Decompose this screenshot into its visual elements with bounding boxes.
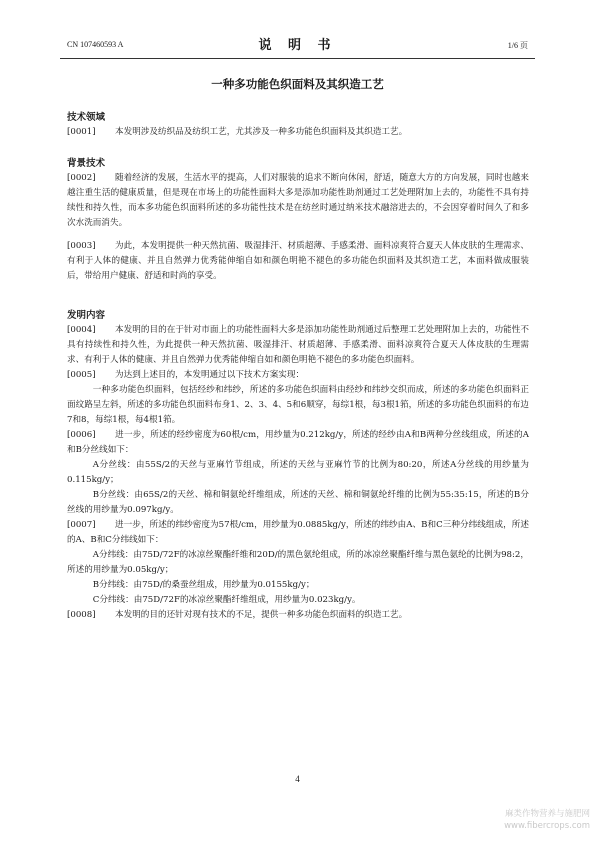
paragraph-0006-a: A分丝线：由55S/2的天丝与亚麻竹节组成，所述的天丝与亚麻竹节的比例为80:20，所述A分丝线的用纱量为0.115kg/y；	[67, 460, 529, 485]
paragraph-0008	[67, 608, 529, 623]
paragraph-index: [0008]	[67, 610, 96, 620]
watermark-line-url: www.fibercrops.com	[504, 821, 590, 831]
heading-invention: 发明内容	[67, 310, 106, 321]
paragraph-text: 为达到上述目的，本发明通过以下技术方案实现：	[115, 370, 305, 380]
heading-tech-field: 技术领域	[67, 112, 106, 123]
document-title: 一种多功能色织面料及其织造工艺	[211, 77, 384, 91]
paragraph-0002	[67, 171, 529, 231]
section-title: 说 明 书	[258, 38, 337, 53]
paragraph-index: [0004]	[67, 325, 96, 335]
paragraph-text: 本发明的目的在于针对市面上的功能性面料大多是添加功能性助剂通过后整理工艺处理附加上去的，功能性不具有持续性和持久性，为此提供一种天然抗菌、吸湿排汗、材质超薄、手感柔滑、面料凉爽符合夏天人体皮肤的生理需求、有利于人体的健康、并且自然弹力优秀能伸缩自如和颜色明艳不褪色的多功能色织面料。	[67, 325, 529, 365]
paragraph-0004	[67, 323, 529, 368]
watermark	[462, 808, 590, 832]
paragraph-text: 进一步，所述的经纱密度为60根/cm，用纱量为0.212kg/y，所述的经纱由A和B两种分丝线组成，所述的A和B分丝线如下：	[67, 430, 529, 455]
paragraph-0007	[67, 518, 529, 548]
paragraph-0007-a: A分纬线：由75D/72F的冰凉丝聚酯纤维和20D/的黑色氨纶组成，所的冰凉丝聚酯纤维与黑色氨纶的比例为98:2，所述的用纱量为0.05kg/y；	[67, 550, 529, 575]
document-body	[67, 110, 529, 623]
watermark-line-cn: 麻类作物营养与施肥网	[504, 809, 590, 819]
paragraph-text: 本发明涉及纺织品及纺织工艺，尤其涉及一种多功能色织面料及其织造工艺。	[115, 127, 408, 137]
paragraph-text: 为此，本发明提供一种天然抗菌、吸湿排汗、材质超薄、手感柔滑、面料凉爽符合夏天人体皮肤的生理需求、有利于人体的健康、并且自然弹力优秀能伸缩自如和颜色明艳不褪色的多功能色织面料及其织造工艺，本面料做成服装后，带给用户健康、舒适和时尚的享受。	[67, 241, 529, 281]
paragraph-0007-b: B分纬线：由75D/的桑蚕丝组成，用纱量为0.0155kg/y；	[92, 580, 315, 590]
paragraph-0001	[67, 125, 529, 140]
paragraph-text: 随着经济的发展，生活水平的提高，人们对服装的追求不断向休闲，舒适，随意大方的方向发展，同时也越来越注重生活的健康质量，但是现在市场上的功能性面料大多是添加功能性助剂通过工艺处理附加上去的，功能性不具有持续性和持久性，而本多功能色织面料所述的多功能性技术是在纺丝时通过纳米技术融溶进去的，不会因穿着时间久了和多次水洗而消失。	[67, 173, 529, 228]
paragraph-index: [0007]	[67, 520, 96, 530]
paragraph-index: [0001]	[67, 127, 96, 137]
paragraph-index: [0002]	[67, 173, 96, 183]
page-indicator: 1/6 页	[507, 41, 528, 50]
paragraph-0005-body: 一种多功能色织面料，包括经纱和纬纱，所述的多功能色织面料由经纱和纬纱交织而成，所述的多功能色织面料正面纹路呈左斜，所述的多功能色织面料布身1、2、3、4、5和6顺穿，每综1根，每3根1筘，所述的多功能色织面料的布边7和8，每综1根，每4根1筘。	[67, 385, 529, 425]
paragraph-0003	[67, 239, 529, 284]
page-header	[67, 34, 528, 56]
paragraph-index: [0005]	[67, 370, 96, 380]
header-divider	[60, 58, 535, 59]
paragraph-0006-b: B分丝线：由65S/2的天丝、棉和铜氨纶纤维组成，所述的天丝、棉和铜氨纶纤维的比例为55:35:15，所述的B分丝线的用纱量为0.097kg/y。	[67, 490, 529, 515]
paragraph-text: 进一步，所述的纬纱密度为57根/cm，用纱量为0.0885kg/y，所述的纬纱由A、B和C三种分纬线组成，所述的A、B和C分纬线如下：	[67, 520, 529, 545]
paragraph-0007-c: C分纬线：由75D/72F的冰凉丝聚酯纤维组成，用纱量为0.023kg/y。	[92, 595, 361, 605]
paragraph-index: [0006]	[67, 430, 96, 440]
paragraph-0005	[67, 368, 529, 383]
paragraph-index: [0003]	[67, 241, 96, 251]
heading-background: 背景技术	[67, 158, 106, 169]
page-number: 4	[295, 774, 300, 784]
paragraph-text: 本发明的目的还针对现有技术的不足，提供一种多功能色织面料的织造工艺。	[115, 610, 408, 620]
paragraph-0006	[67, 428, 529, 458]
publication-number: CN 107460593 A	[67, 40, 124, 49]
